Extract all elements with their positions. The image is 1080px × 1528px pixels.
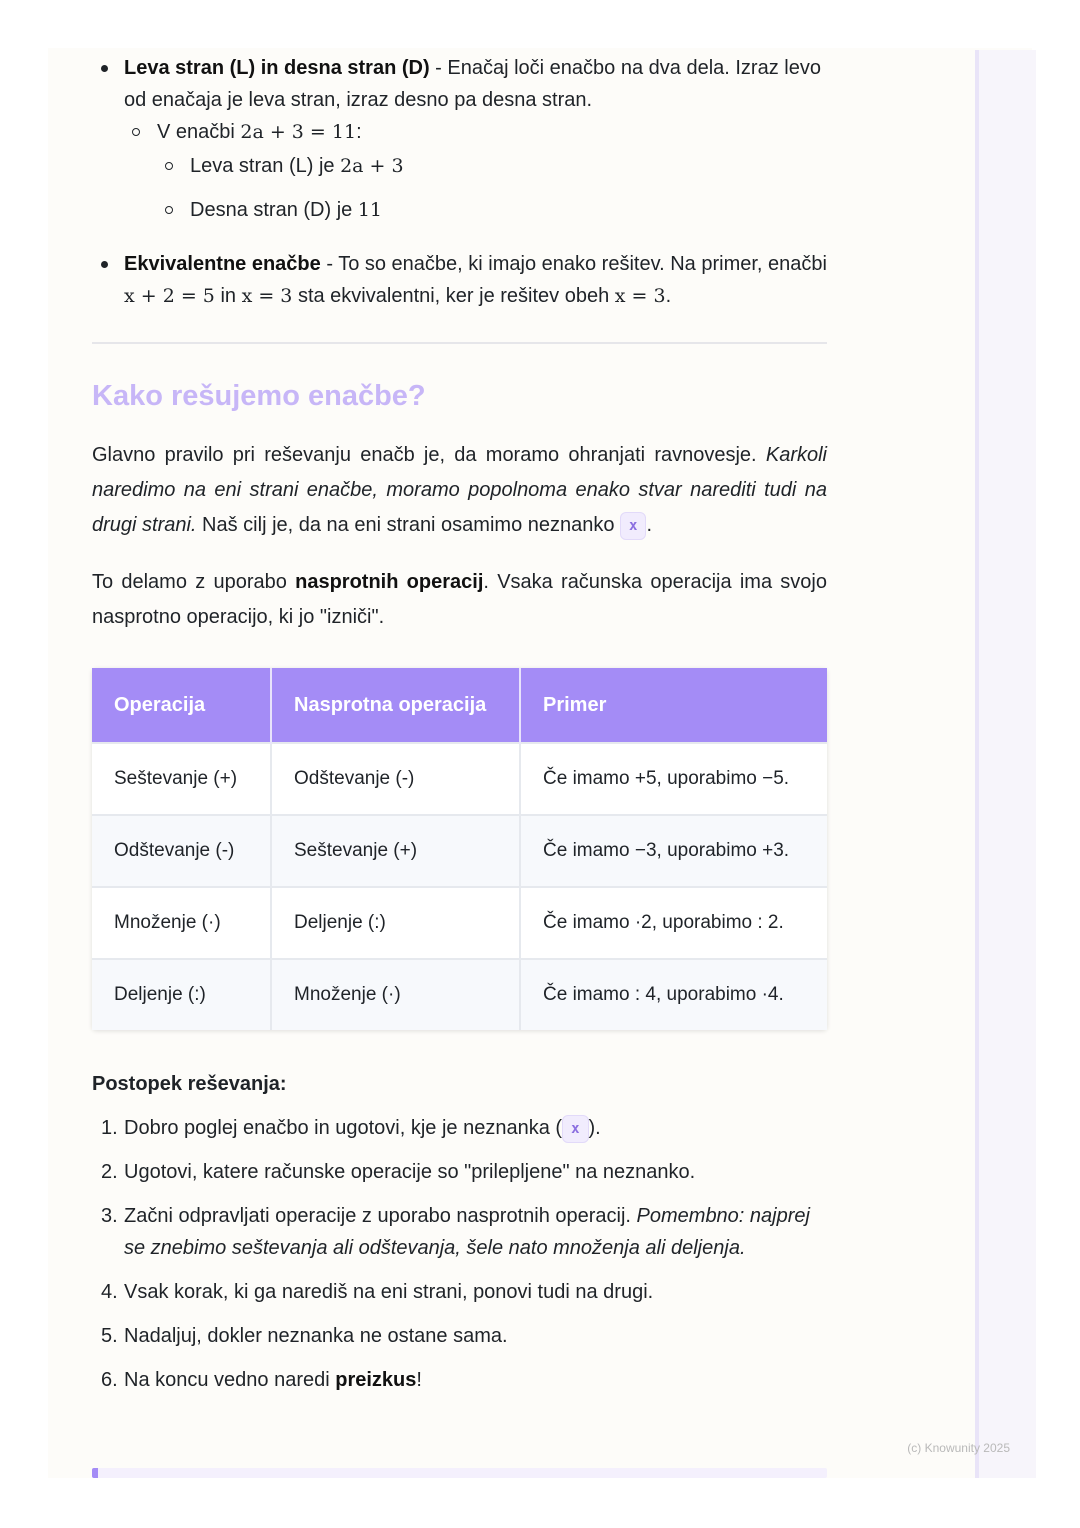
table-cell: Množenje (·) (271, 959, 520, 1030)
math-expression: 2a + 3 = 11 (240, 121, 357, 143)
math-expression: x = 3 (241, 285, 293, 307)
math-expression: 2a + 3 (340, 155, 404, 177)
right-side-label: Desna stran (D) je (190, 199, 358, 221)
text-fragment: Vsak korak, ki ga narediš na eni strani, ponovi tudi na drugi. (124, 1281, 654, 1303)
table-row (92, 743, 827, 815)
text-fragment: Naš cilj je, da na eni strani osamimo neznanko (196, 514, 621, 536)
table-cell: Seštevanje (+) (271, 815, 520, 887)
text-fragment: sta ekvivalentni, ker je rešitev obeh (292, 285, 615, 307)
definition-list (92, 52, 827, 312)
procedure-steps (92, 1112, 827, 1396)
text-fragment: Ugotovi, katere računske operacije so "prilepljene" na neznanko. (124, 1161, 696, 1183)
list-item (92, 1112, 827, 1144)
text-fragment: . (665, 285, 672, 307)
term-label: Ekvivalentne enačbe (124, 253, 321, 275)
table-cell: Če imamo : 4, uporabimo ·4. (520, 959, 827, 1030)
procedure-heading: Postopek reševanja: (92, 1073, 287, 1095)
text-fragment: Nadaljuj, dokler neznanka ne ostane sama. (124, 1325, 508, 1347)
italic-text: Karkoli naredimo na eni strani enačbe, moramo popolnoma enako stvar narediti tudi na drugi strani. (92, 444, 827, 536)
document-content (92, 50, 827, 1396)
paragraph (92, 565, 827, 635)
operations-table (92, 668, 827, 1030)
text-fragment: Dobro poglej enačbo in ugotovi, kje je neznanka ( (124, 1117, 563, 1139)
sub-colon: : (356, 121, 362, 143)
table-row (92, 815, 827, 887)
table-row (92, 959, 827, 1030)
step-number: 5. (101, 1325, 118, 1347)
step-number: 4. (101, 1281, 118, 1303)
bold-text: preizkus (335, 1369, 417, 1391)
table-cell: Če imamo −3, uporabimo +3. (520, 815, 827, 887)
step-number: 1. (101, 1117, 118, 1139)
math-expression: x = 3 (614, 285, 666, 307)
term-label: Leva stran (L) in desna stran (D) (124, 57, 430, 79)
table-row (92, 887, 827, 959)
watermark: (c) Knowunity 2025 (907, 1441, 1010, 1455)
table-cell: Deljenje (:) (271, 887, 520, 959)
column-header: Primer (520, 668, 827, 743)
text-fragment: ! (416, 1369, 422, 1391)
text-fragment: ). (588, 1117, 601, 1139)
bold-text: nasprotnih operacij (295, 571, 484, 593)
sub-list (124, 116, 827, 226)
text-fragment: To delamo z uporabo (92, 571, 296, 593)
table-cell: Seštevanje (+) (92, 743, 271, 815)
table-header-row (92, 668, 827, 743)
table-cell: Če imamo +5, uporabimo −5. (520, 743, 827, 815)
list-item (157, 194, 827, 226)
list-item (92, 248, 827, 312)
text-fragment: in (214, 285, 242, 307)
left-side-label: Leva stran (L) je (190, 155, 341, 177)
step-number: 6. (101, 1369, 118, 1391)
italic-text: Pomembno: najprej se znebimo seštevanja ali odštevanja, šele nato množenja ali deljenja. (124, 1205, 810, 1259)
table-cell: Odštevanje (-) (271, 743, 520, 815)
list-item (92, 1200, 827, 1264)
list-item (124, 116, 827, 226)
paragraph (92, 438, 827, 543)
right-sidebar (975, 50, 1036, 1478)
table-cell: Množenje (·) (92, 887, 271, 959)
callout-box-edge (92, 1468, 827, 1478)
column-header: Operacija (92, 668, 271, 743)
list-item (92, 1156, 827, 1188)
term-description: - Enačaj loči enačbo na dva dela. Izraz levo od enačaja je leva stran, izraz desno pa desna stran. (124, 57, 821, 111)
list-item (92, 1364, 827, 1396)
variable-chip: x (562, 1115, 588, 1143)
section-heading: Kako rešujemo enačbe? (92, 380, 426, 412)
term-description: - To so enačbe, ki imajo enako rešitev. Na primer, enačbi (320, 253, 827, 275)
section-divider (92, 342, 827, 344)
step-number: 3. (101, 1205, 118, 1227)
table-cell: Deljenje (:) (92, 959, 271, 1030)
table-cell: Odštevanje (-) (92, 815, 271, 887)
text-fragment: . (646, 514, 653, 536)
step-number: 2. (101, 1161, 118, 1183)
sub-sub-list (157, 150, 827, 226)
list-item (157, 150, 827, 182)
text-fragment: Na koncu vedno naredi (124, 1369, 336, 1391)
text-fragment: . Vsaka računska operacija ima svojo nasprotno operacijo, ki jo "izniči". (92, 571, 828, 628)
math-expression: x + 2 = 5 (124, 285, 215, 307)
text-fragment: Začni odpravljati operacije z uporabo nasprotnih operacij. (124, 1205, 637, 1227)
sub-label: V enačbi (157, 121, 241, 143)
table-cell: Če imamo ·2, uporabimo : 2. (520, 887, 827, 959)
math-expression: 11 (357, 199, 383, 221)
list-item (92, 1320, 827, 1352)
list-item (92, 52, 827, 226)
column-header: Nasprotna operacija (271, 668, 520, 743)
list-item (92, 1276, 827, 1308)
variable-chip: x (620, 512, 646, 540)
text-fragment: Glavno pravilo pri reševanju enačb je, da moramo ohranjati ravnovesje. (92, 444, 766, 466)
